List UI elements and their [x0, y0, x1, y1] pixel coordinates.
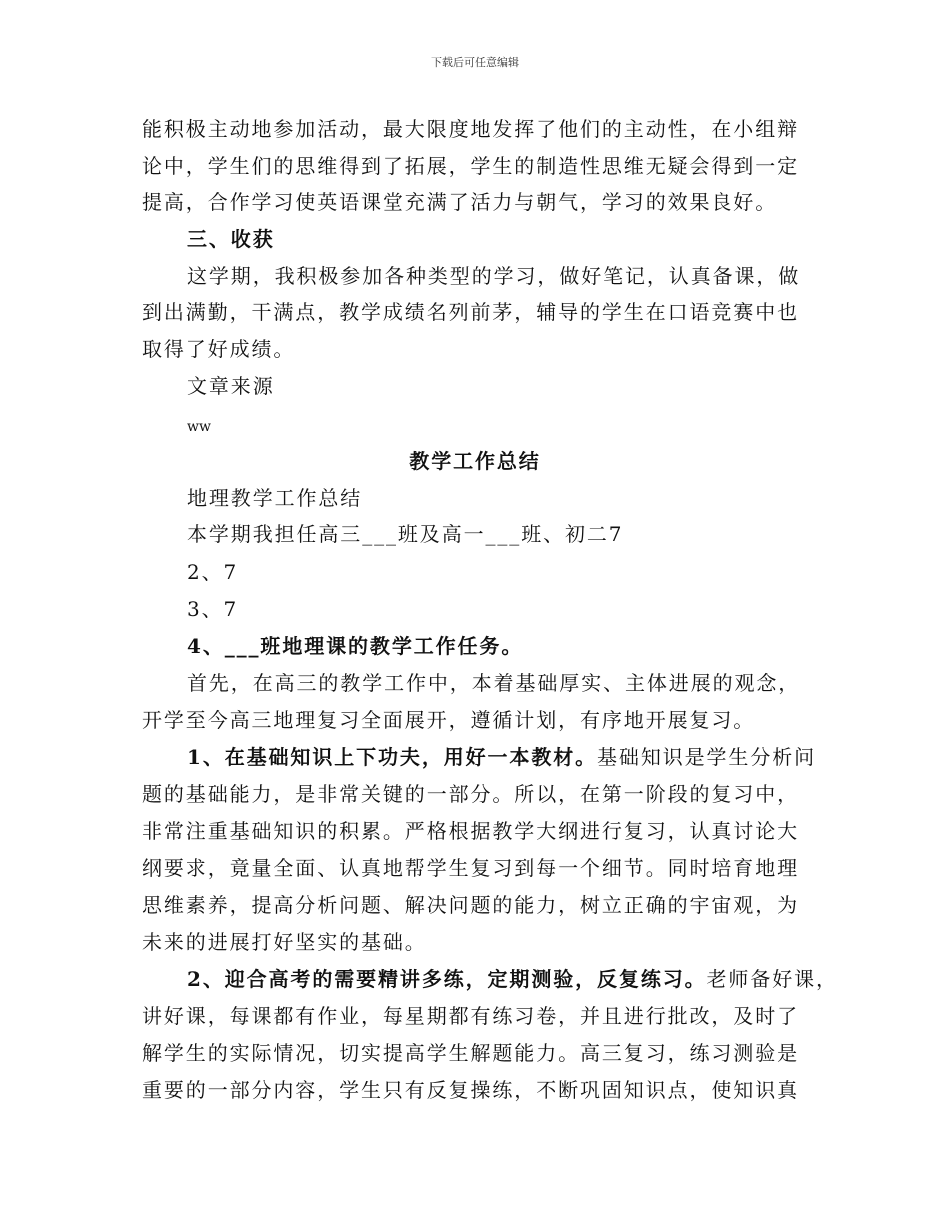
paragraph-line: 讲好课，每课都有作业，每星期都有练习卷，并且进行批改，及时了 — [142, 1004, 799, 1028]
paragraph-line: 题的基础能力，是非常关键的一部分。所以，在第一阶段的复习中， — [142, 782, 799, 806]
paragraph-line: 解学生的实际情况，切实提高学生解题能力。高三复习，练习测验是 — [142, 1041, 799, 1065]
paragraph-line: 思维素养，提高分析问题、解决问题的能力，树立正确的宇宙观，为 — [142, 893, 799, 917]
paragraph-line — [187, 745, 816, 769]
list-item: 4、___班地理课的教学工作任务。 — [187, 634, 524, 658]
paragraph-line — [187, 967, 838, 991]
page-header: 下载后可任意编辑 — [431, 56, 519, 69]
source-label: 文章来源 — [187, 374, 275, 398]
point-heading: 1、在基础知识上下功夫，用好一本教材。 — [187, 745, 598, 769]
section-heading: 三、收获 — [187, 227, 275, 251]
paragraph-line: 未来的进展打好坚实的基础。 — [142, 930, 427, 954]
subtitle: 地理教学工作总结 — [187, 486, 363, 510]
source-text: ww — [187, 419, 211, 435]
paragraph-line: 本学期我担任高三___班及高一___班、初二7 — [187, 522, 624, 546]
point-text: 基础知识是学生分析问 — [597, 745, 817, 769]
list-item: 2、7 — [187, 560, 239, 584]
paragraph-line: 非常注重基础知识的积累。严格根据教学大纲进行复习，认真讨论大 — [142, 819, 799, 843]
paragraph-line: 纲要求，竟量全面、认真地帮学生复习到每一个细节。同时培育地理 — [142, 856, 799, 880]
point-heading: 2、迎合高考的需要精讲多练，定期测验，反复练习。 — [187, 967, 707, 991]
paragraph-line: 首先，在高三的教学工作中，本着基础厚实、主体进展的观念， — [187, 671, 801, 695]
paragraph-line: 论中，学生们的思维得到了拓展，学生的制造性思维无疑会得到一定 — [142, 154, 799, 178]
paragraph-line: 取得了好成绩。 — [142, 337, 296, 361]
paragraph-line: 这学期，我积极参加各种类型的学习，做好笔记，认真备课，做 — [187, 264, 801, 288]
paragraph-line: 能积极主动地参加活动，最大限度地发挥了他们的主动性，在小组辩 — [142, 117, 799, 141]
point-text: 老师备好课， — [706, 967, 838, 991]
list-item: 3、7 — [187, 597, 239, 621]
paragraph-line: 开学至今高三地理复习全面展开，遵循计划，有序地开展复习。 — [142, 708, 756, 732]
paragraph-line: 提高，合作学习使英语课堂充满了活力与朝气，学习的效果良好。 — [142, 190, 778, 214]
paragraph-line: 到出满勤，干满点，教学成绩名列前茅，辅导的学生在口语竞赛中也 — [142, 300, 799, 324]
paragraph-line: 重要的一部分内容，学生只有反复操练，不断巩固知识点，使知识真 — [142, 1078, 799, 1102]
document-title: 教学工作总结 — [409, 449, 541, 473]
